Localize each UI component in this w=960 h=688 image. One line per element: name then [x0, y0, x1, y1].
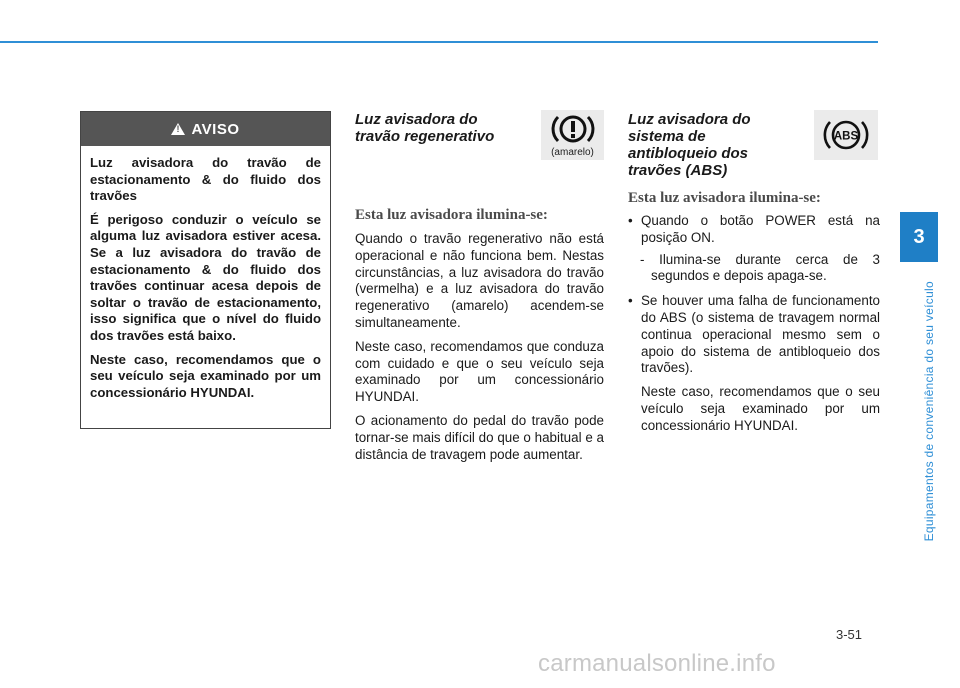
chapter-title-text: Equipamentos de conveniência do seu veículo — [922, 280, 936, 542]
regen-paragraph: Quando o travão regenerativo não está operacional e não funciona bem. Nestas circunstâncias, a luz avisadora do travão (vermelha) e a luz avisadora do travão regenerativo (amarelo) acendem-se simultaneamente. — [355, 231, 604, 330]
abs-subhead: Esta luz avisadora ilumina-se: — [628, 190, 821, 206]
regen-body — [355, 231, 604, 463]
abs-icon — [820, 115, 872, 155]
warning-paragraph: Neste caso, recomendamos que o seu veículo seja examinado por um concessionário HYUNDAI. — [90, 351, 321, 400]
warning-triangle-icon — [171, 123, 185, 135]
chapter-title — [919, 266, 939, 556]
regen-warning-icon-box — [541, 110, 604, 160]
regen-icon-caption: (amarelo) — [551, 147, 594, 158]
abs-icon-text: ABS — [833, 130, 859, 143]
page-number: 3-51 — [836, 627, 863, 642]
watermark: carmanualsonline.info — [538, 650, 776, 677]
warning-box — [80, 111, 331, 429]
abs-sub-bullet: - Ilumina-se durante cerca de 3 segundos e depois apaga-se. — [640, 251, 880, 284]
chapter-number: 3 — [913, 225, 925, 248]
regen-brake-icon — [549, 112, 597, 146]
top-rule — [0, 41, 878, 43]
warning-label: AVISO — [191, 120, 240, 138]
regen-paragraph: Neste caso, recomendamos que conduza com cuidado e que o seu veículo seja examinado por um concessionário HYUNDAI. — [355, 338, 604, 405]
abs-title: Luz avisadora do sistema de antibloqueio dos travões (ABS) — [628, 111, 751, 179]
abs-bullet: • Se houver uma falha de funcionamento do ABS (o sistema de travagem normal continua operacional mesmo sem o apoio do sistema de antibloqueio dos travões). — [628, 293, 880, 377]
regen-title: Luz avisadora do travão regenerativo — [355, 111, 495, 145]
abs-bullet: • Quando o botão POWER está na posição ON. — [628, 213, 880, 247]
regen-subhead: Esta luz avisadora ilumina-se: — [355, 207, 548, 223]
chapter-tab — [900, 212, 938, 262]
warning-body — [81, 146, 330, 401]
warning-header — [81, 112, 330, 146]
regen-paragraph: O acionamento do pedal do travão pode tornar-se mais difícil do que o habitual e a distância de travagem pode aumentar. — [355, 412, 604, 462]
regen-section — [355, 111, 604, 470]
abs-note: Neste caso, recomendamos que o seu veículo seja examinado por um concessionário HYUNDAI. — [641, 384, 880, 433]
warning-paragraph: Luz avisadora do travão de estacionamento & do fluido dos travões — [90, 155, 321, 204]
warning-paragraph: É perigoso conduzir o veículo se alguma luz avisadora estiver acesa. Se a luz avisadora do travão de estacionamento & do fluido dos travões continuar acesa depois de soltar o travão de estacionamento, isso significa que o nível do fluido dos travões está baixo. — [90, 211, 321, 343]
abs-warning-icon-box — [814, 110, 878, 160]
